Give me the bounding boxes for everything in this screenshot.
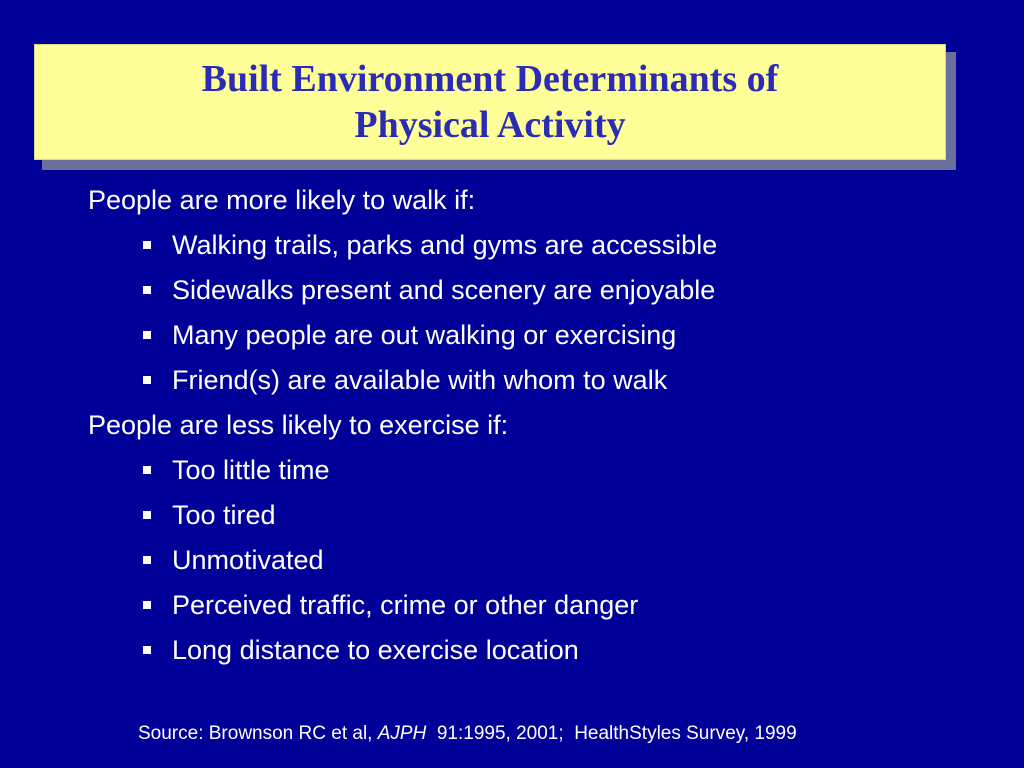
- bullet-item: [88, 538, 968, 583]
- bullet-item: [88, 223, 968, 268]
- source-prefix: Source: Brownson RC et al,: [138, 723, 378, 744]
- section-heading: People are more likely to walk if:: [88, 185, 476, 215]
- square-bullet-icon: [143, 376, 151, 384]
- square-bullet-icon: [143, 646, 151, 654]
- source-citation: [138, 722, 797, 746]
- square-bullet-icon: [143, 511, 151, 519]
- bullet-text: Perceived traffic, crime or other danger: [172, 590, 639, 620]
- bullet-text: Too little time: [172, 455, 330, 485]
- slide-title: Built Environment Determinants of Physical Activity: [201, 58, 779, 146]
- bullet-item: [88, 268, 968, 313]
- bullet-item: [88, 583, 968, 628]
- square-bullet-icon: [143, 286, 151, 294]
- bullet-item: [88, 493, 968, 538]
- bullet-text: Long distance to exercise location: [172, 635, 579, 665]
- bullet-text: Unmotivated: [172, 545, 324, 575]
- source-journal: AJPH: [377, 723, 427, 744]
- square-bullet-icon: [143, 556, 151, 564]
- source-suffix: 91:1995, 2001; HealthStyles Survey, 1999: [426, 723, 797, 744]
- bullet-item: [88, 628, 968, 673]
- bullet-list: [88, 223, 968, 403]
- section-less-likely: [88, 403, 968, 673]
- section-heading: People are less likely to exercise if:: [88, 410, 509, 440]
- bullet-text: Walking trails, parks and gyms are accessible: [172, 230, 718, 260]
- square-bullet-icon: [143, 601, 151, 609]
- bullet-text: Sidewalks present and scenery are enjoyable: [172, 275, 716, 305]
- bullet-item: [88, 448, 968, 493]
- bullet-list: [88, 448, 968, 673]
- square-bullet-icon: [143, 466, 151, 474]
- square-bullet-icon: [143, 331, 151, 339]
- slide-body: [88, 178, 968, 673]
- bullet-text: Friend(s) are available with whom to walk: [172, 365, 668, 395]
- title-box: [34, 44, 946, 160]
- bullet-text: Many people are out walking or exercising: [172, 320, 677, 350]
- bullet-item: [88, 358, 968, 403]
- section-more-likely: [88, 178, 968, 403]
- square-bullet-icon: [143, 241, 151, 249]
- bullet-text: Too tired: [172, 500, 276, 530]
- bullet-item: [88, 313, 968, 358]
